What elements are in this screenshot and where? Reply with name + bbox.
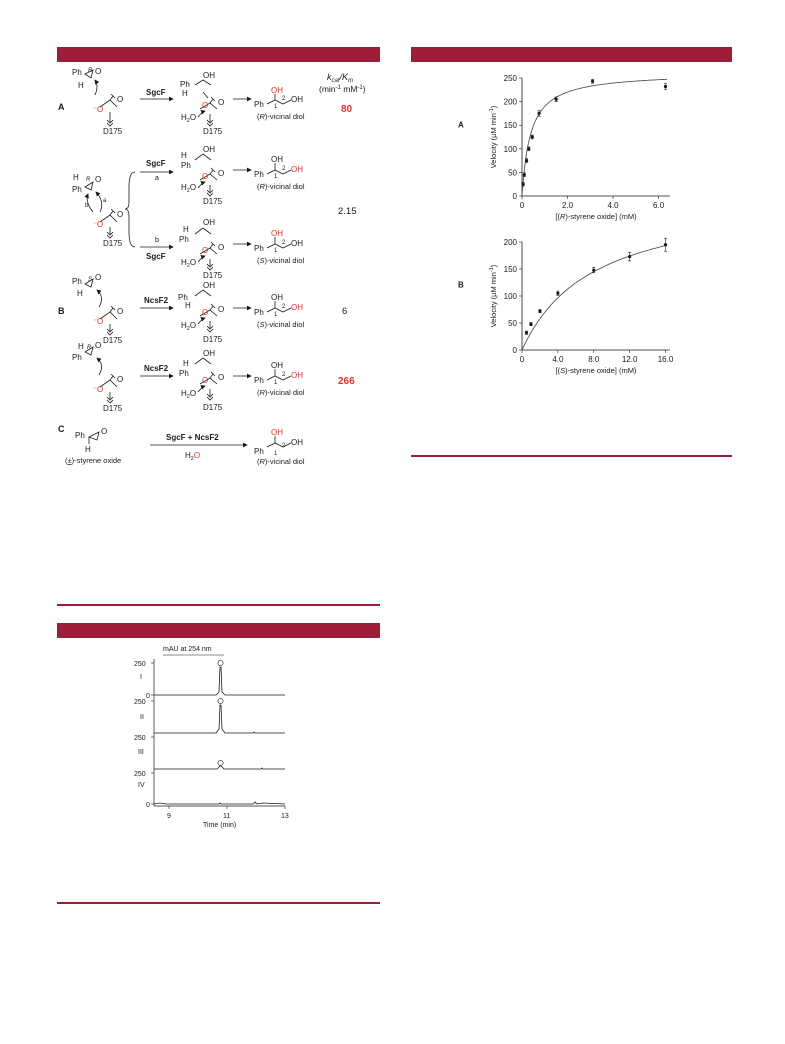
svg-text:H: H: [85, 445, 91, 454]
svg-text:S: S: [88, 277, 93, 283]
fit-curve: [522, 245, 667, 350]
svg-text:OH: OH: [291, 165, 303, 174]
svg-text:OH: OH: [203, 218, 215, 227]
y-tick-label: 0: [512, 192, 517, 201]
svg-text:H: H: [181, 151, 187, 160]
trace-2-line: [154, 705, 285, 733]
svg-text:D175: D175: [103, 336, 123, 345]
hplc-x-label: Time (min): [203, 822, 237, 829]
hplc-unit-label: mAU at 254 nm: [163, 646, 212, 653]
data-point: [555, 98, 558, 101]
svg-text:O: O: [95, 67, 102, 76]
svg-text:D175: D175: [203, 127, 223, 136]
svg-text:Ph: Ph: [181, 161, 191, 170]
svg-text:250: 250: [134, 735, 146, 742]
data-point: [664, 243, 667, 246]
rate-value-2: 2.15: [338, 206, 357, 217]
svg-text:Ph: Ph: [254, 244, 264, 253]
svg-text:(min-1 mM-1): ($\min^{-1}$ $mM^{-1}$): [319, 84, 366, 94]
svg-text:⁻: ⁻: [93, 105, 98, 114]
svg-text:OH: OH: [203, 71, 215, 80]
svg-text:D175: D175: [203, 403, 223, 412]
svg-text:Ph: Ph: [72, 185, 82, 194]
data-point: [525, 159, 528, 162]
svg-text:⁻: ⁻: [93, 317, 98, 326]
data-point: [522, 183, 525, 186]
svg-text:H: H: [185, 301, 191, 310]
svg-text:OH: OH: [271, 155, 283, 164]
figure2-header-bar: [57, 623, 380, 638]
svg-text:(R)-vicinal diol: (R)-vicinal diol: [257, 112, 305, 121]
data-point: [523, 173, 526, 176]
svg-text:2: 2: [282, 166, 286, 172]
x-tick-label: 4.0: [552, 355, 564, 364]
svg-text:O: O: [95, 273, 102, 282]
svg-text:O: O: [97, 317, 104, 326]
x-axis-label: [(R)-styrene oxide] (mM): [555, 212, 637, 221]
svg-text:1: 1: [274, 312, 278, 318]
data-point: [664, 85, 667, 88]
svg-text:Ph: Ph: [75, 431, 85, 440]
svg-text:SgcF: SgcF: [146, 252, 166, 261]
svg-text:Ph: Ph: [72, 277, 82, 286]
panel-label-a: A: [58, 102, 65, 112]
svg-text:O: O: [97, 385, 104, 394]
svg-text:O: O: [117, 95, 124, 104]
x-tick-label: 2.0: [561, 201, 574, 210]
data-point: [591, 80, 594, 83]
trace-label-1: I: [140, 674, 142, 681]
svg-text:(R)-vicinal diol: (R)-vicinal diol: [257, 457, 305, 466]
svg-text:a: a: [155, 175, 159, 182]
svg-text:Ph: Ph: [254, 170, 264, 179]
svg-text:OH: OH: [291, 95, 303, 104]
svg-text:H: H: [183, 225, 189, 234]
svg-text:a: a: [103, 198, 107, 204]
svg-text:Ph: Ph: [254, 447, 264, 456]
x-tick-label: 4.0: [607, 201, 619, 210]
kinetics-chart-a: [450, 68, 690, 258]
hplc-traces: [120, 643, 370, 833]
svg-text:(±)-styrene oxide: (±)-styrene oxide: [65, 456, 122, 465]
svg-text:D175: D175: [103, 127, 123, 136]
svg-text:O: O: [95, 341, 102, 350]
svg-text:OH: OH: [271, 86, 283, 95]
y-tick-label: 150: [503, 121, 517, 131]
svg-text:Ph: Ph: [178, 293, 188, 302]
svg-text:O: O: [218, 243, 225, 252]
svg-text:H: H: [73, 173, 79, 182]
svg-text:1: 1: [274, 380, 278, 386]
svg-text:(R)-vicinal diol: (R)-vicinal diol: [257, 388, 305, 397]
svg-text:O: O: [101, 427, 108, 436]
svg-text:SgcF: SgcF: [146, 88, 166, 97]
svg-text:H2O: $H_2O$: [181, 113, 197, 124]
svg-text:O: O: [95, 175, 102, 184]
row2-substrate: [85, 182, 117, 238]
svg-text:SgcF + NcsF2: SgcF + NcsF2: [166, 433, 219, 442]
trace-1-line: [154, 667, 285, 695]
svg-text:2: 2: [282, 96, 286, 102]
svg-text:H2O: $H_2O$: [181, 321, 197, 332]
y-tick-label: 100: [503, 292, 517, 301]
row1-product: [267, 94, 291, 104]
data-point: [537, 112, 540, 115]
svg-text:O: O: [202, 376, 209, 385]
panel-label-c: C: [58, 424, 65, 434]
svg-text:1: 1: [274, 248, 278, 254]
trace-label-2: II: [140, 714, 144, 721]
x-tick-label: 12.0: [621, 355, 638, 364]
figure3-bottom-rule: [411, 455, 732, 457]
kinetics-chart-b: [450, 232, 690, 417]
hplc-x-tick: 9: [167, 813, 171, 820]
trace-2-peak-marker: [218, 698, 223, 703]
data-point: [529, 322, 532, 325]
svg-text:R: R: [86, 177, 91, 183]
row3-substrate: [85, 279, 117, 335]
svg-text:(S)-vicinal diol: (S)-vicinal diol: [257, 320, 305, 329]
svg-text:OH: OH: [271, 361, 283, 370]
svg-text:b: b: [85, 203, 89, 209]
svg-text:1: 1: [274, 451, 278, 457]
svg-text:2: 2: [282, 443, 286, 449]
y-tick-label: 50: [508, 319, 517, 328]
row4-substrate: [85, 347, 117, 403]
svg-text:D175: D175: [103, 404, 123, 413]
trace-4-line: [154, 802, 285, 804]
svg-text:O: O: [202, 246, 209, 255]
data-point: [592, 268, 595, 271]
svg-text:H: H: [77, 289, 83, 298]
svg-text:OH: OH: [203, 349, 215, 358]
y-tick-label: 150: [503, 265, 517, 274]
svg-text:OH: OH: [271, 229, 283, 238]
svg-text:O: O: [97, 220, 104, 229]
svg-text:H2O: $H_2O$: [185, 451, 201, 462]
x-axis-label: [(S)-styrene oxide] (mM): [555, 366, 637, 375]
svg-text:H2O: $H_2O$: [181, 183, 197, 194]
figure3-header-bar: [411, 47, 732, 62]
svg-text:250: 250: [134, 661, 146, 668]
y-tick-label: 250: [503, 74, 517, 83]
row5-substrate: [89, 432, 99, 444]
svg-text:OH: OH: [271, 293, 283, 302]
svg-text:O: O: [117, 210, 124, 219]
svg-text:⁻: ⁻: [93, 220, 98, 229]
y-axis-label: Velocity (μM $\min^{-1}$): [489, 264, 498, 328]
svg-text:O: O: [117, 307, 124, 316]
svg-text:250: 250: [134, 771, 146, 778]
svg-text:NcsF2: NcsF2: [144, 296, 169, 305]
svg-text:H2O: $H_2O$: [181, 258, 197, 269]
svg-text:Ph: Ph: [180, 80, 190, 89]
svg-text:(S)-vicinal diol: (S)-vicinal diol: [257, 256, 305, 265]
svg-text:D175: D175: [203, 271, 223, 280]
svg-text:2: 2: [282, 240, 286, 246]
chart-panel-label: A: [458, 120, 464, 130]
svg-text:D175: D175: [203, 197, 223, 206]
svg-text:H2O: $H_2O$: [181, 389, 197, 400]
svg-text:OH: OH: [291, 239, 303, 248]
svg-text:Ph: Ph: [254, 308, 264, 317]
svg-text:250: 250: [134, 699, 146, 706]
svg-text:D175: D175: [203, 335, 223, 344]
svg-text:⁻: ⁻: [93, 385, 98, 394]
svg-text:kcat/Km: $k_{cat}/K_m$: [327, 72, 354, 84]
svg-text:R: R: [88, 68, 93, 74]
svg-text:R: R: [87, 345, 92, 351]
trace-3-line: [154, 766, 285, 769]
svg-text:H: H: [78, 81, 84, 90]
trace-1-peak-marker: [218, 660, 223, 665]
svg-text:OH: OH: [203, 281, 215, 290]
svg-text:H: H: [78, 342, 84, 351]
svg-text:O: O: [218, 98, 225, 107]
data-point: [538, 310, 541, 313]
x-tick-label: 0: [519, 201, 525, 210]
hplc-x-tick: 13: [281, 813, 289, 820]
chart-panel-label: B: [458, 280, 464, 290]
trace-label-4: IV: [138, 782, 145, 789]
svg-text:1: 1: [274, 104, 278, 110]
x-tick-label: 16.0: [657, 355, 674, 364]
y-tick-label: 200: [503, 238, 517, 247]
y-axis-label: Velocity (μM $\min^{-1}$): [489, 105, 498, 169]
data-point: [531, 135, 534, 138]
svg-text:O: O: [97, 105, 104, 114]
reaction-scheme: [55, 62, 385, 472]
svg-text:OH: OH: [271, 428, 283, 437]
svg-text:Ph: Ph: [179, 235, 189, 244]
svg-text:Ph: Ph: [72, 68, 82, 77]
svg-text:O: O: [218, 373, 225, 382]
svg-text:NcsF2: NcsF2: [144, 364, 169, 373]
svg-text:2: 2: [282, 372, 286, 378]
y-tick-label: 50: [508, 168, 517, 178]
svg-text:Ph: Ph: [179, 369, 189, 378]
fit-curve: [522, 79, 667, 196]
y-tick-label: 100: [503, 144, 517, 154]
trace-label-3: III: [138, 749, 144, 756]
panel-label-b: B: [58, 306, 65, 316]
x-tick-label: 0: [519, 355, 525, 364]
svg-text:O: O: [202, 172, 209, 181]
figure1-header-bar: [57, 47, 380, 62]
svg-text:0: 0: [146, 693, 150, 700]
x-tick-label: 6.0: [653, 201, 665, 210]
svg-text:O: O: [218, 305, 225, 314]
y-tick-label: 0: [512, 346, 517, 355]
svg-text:Ph: Ph: [254, 376, 264, 385]
svg-text:H: H: [182, 89, 188, 98]
rate-value-4: 266: [338, 376, 355, 387]
figure1-bottom-rule: [57, 604, 380, 606]
data-point: [525, 331, 528, 334]
svg-text:Ph: Ph: [72, 353, 82, 362]
svg-text:O: O: [202, 308, 209, 317]
svg-text:Ph: Ph: [254, 100, 264, 109]
figure2-bottom-rule: [57, 902, 380, 904]
svg-text:2: 2: [282, 304, 286, 310]
svg-text:OH: OH: [291, 438, 303, 447]
svg-text:D175: D175: [103, 239, 123, 248]
svg-text:1: 1: [274, 174, 278, 180]
row1-substrate: [85, 70, 117, 126]
y-tick-label: 200: [503, 97, 517, 107]
data-point: [628, 255, 631, 258]
x-tick-label: 8.0: [588, 355, 600, 364]
svg-text:0: 0: [146, 802, 150, 809]
rate-value-3: 6: [342, 306, 348, 317]
svg-text:O: O: [117, 375, 124, 384]
svg-text:(R)-vicinal diol: (R)-vicinal diol: [257, 182, 305, 191]
svg-text:O: O: [218, 169, 225, 178]
hplc-x-tick: 11: [223, 813, 231, 820]
svg-text:OH: OH: [291, 371, 303, 380]
svg-text:H: H: [183, 359, 189, 368]
rate-value-1: 80: [341, 104, 353, 115]
svg-text:b: b: [155, 237, 159, 244]
svg-text:SgcF: SgcF: [146, 159, 166, 168]
svg-text:OH: OH: [291, 303, 303, 312]
data-point: [527, 147, 530, 150]
rate-constant-header: [319, 72, 366, 94]
trace-3-peak-marker: [218, 760, 223, 765]
data-point: [556, 292, 559, 295]
svg-text:OH: OH: [203, 145, 215, 154]
svg-text:O: O: [202, 101, 209, 110]
